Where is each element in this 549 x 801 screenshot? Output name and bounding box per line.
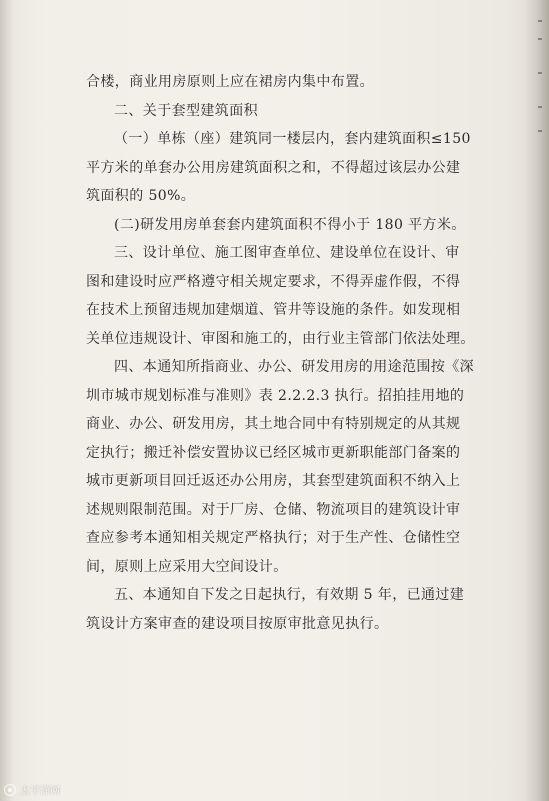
text-line: (二)研发用房单套套内建筑面积不得小于 180 平方米。 [114, 216, 466, 233]
watermark-text: 太平洋网 [20, 786, 60, 797]
scan-edge-shadow-right [525, 0, 549, 801]
text-line: 商业、办公、研发用房，其土地合同中有特别规定的从其规 [86, 416, 461, 432]
text-line: 二、关于套型建筑面积 [114, 102, 258, 119]
text-line: 筑设计方案审查的建设项目按原审批意见执行。 [86, 615, 389, 632]
text-line: 平方米的单套办公用房建筑面积之和，不得超过该层办公建 [86, 159, 461, 176]
watermark-logo-icon [4, 784, 16, 796]
text-line: 圳市城市规划标准与准则》表 2.2.2.3 执行。招拍挂用地的 [86, 387, 465, 404]
scan-edge-shadow-left [0, 0, 14, 801]
text-line: 城市更新项目回迁返还办公用房，其套型建筑面积不纳入上 [86, 473, 461, 489]
text-line: 三、设计单位、施工图审查单位、建设单位在设计、审 [114, 245, 460, 261]
text-line: 在技术上预留违规加建烟道、管井等设施的条件。如发现相 [86, 302, 461, 318]
text-line: （一）单栋（座）建筑同一楼层内，套内建筑面积≤150 [114, 131, 471, 147]
document-body [86, 68, 506, 638]
binding-marks [538, 20, 544, 140]
text-line: 定执行；搬迁补偿安置协议已经区城市更新职能部门备案的 [86, 444, 461, 461]
text-line: 五、本通知自下发之日起执行，有效期 5 年，已通过建 [114, 587, 465, 603]
text-line: 间，原则上应采用大空间设计。 [86, 558, 288, 575]
text-line: 查应参考本通知相关规定严格执行；对于生产性、仓储性空 [86, 530, 461, 546]
text-line: 合楼，商业用房原则上应在裙房内集中布置。 [86, 74, 374, 90]
text-line: 述规则限制范围。对于厂房、仓储、物流项目的建筑设计审 [86, 501, 461, 518]
text-line: 图和建设时应严格遵守相关规定要求，不得弄虚作假，不得 [86, 273, 461, 290]
text-line: 筑面积的 50%。 [86, 188, 196, 204]
text-line: 四、本通知所指商业、办公、研发用房的用途范围按《深 [114, 359, 474, 375]
text-line: 关单位违规设计、审图和施工的，由行业主管部门依法处理。 [86, 330, 475, 347]
watermark [4, 782, 60, 797]
